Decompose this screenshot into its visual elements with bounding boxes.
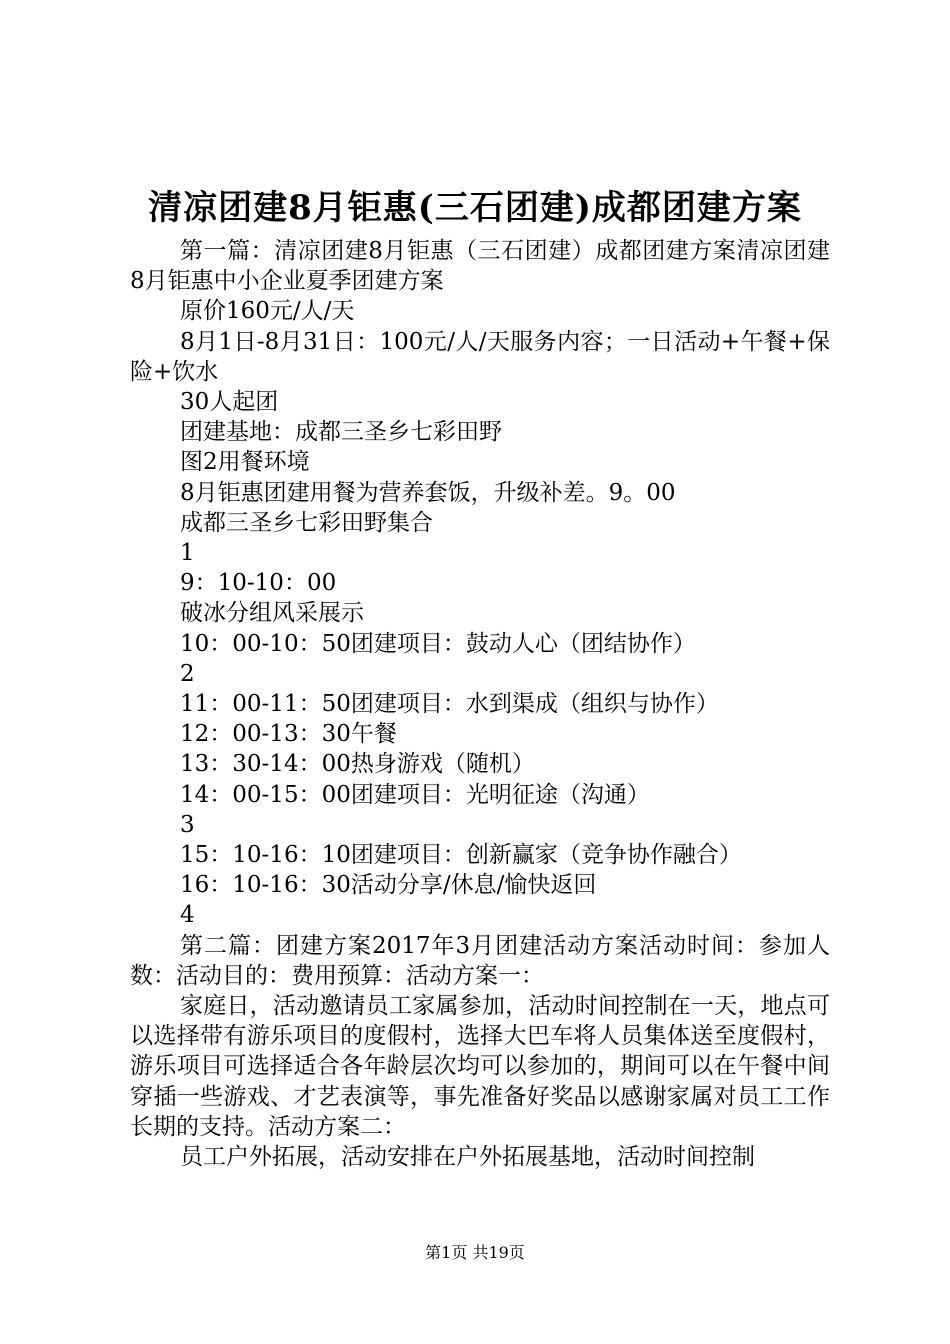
paragraph: 原价160元/人/天 xyxy=(180,298,355,325)
paragraph: 9：10-10：00 xyxy=(180,570,337,597)
paragraph: 8月钜惠团建用餐为营养套饭，升级补差。9。00 xyxy=(180,479,676,506)
paragraph: 破冰分组风采展示 xyxy=(180,600,364,627)
paragraph: 30人起团 xyxy=(180,389,279,416)
paragraph: 3 xyxy=(180,811,195,838)
paragraph: 1 xyxy=(180,540,195,567)
page-number-footer: 第1页 共19页 xyxy=(425,1243,525,1262)
paragraph: 员工户外拓展，活动安排在户外拓展基地，活动时间控制 xyxy=(180,1144,755,1171)
paragraph: 13：30-14：00热身游戏（随机） xyxy=(180,751,535,778)
paragraph: 10：00-10：50团建项目：鼓动人心（团结协作） xyxy=(180,630,696,657)
paragraph: 图2用餐环境 xyxy=(180,449,310,476)
paragraph: 第二篇：团建方案2017年3月团建活动方案活动时间：参加人数：活动目的：费用预算：活动方案一： xyxy=(130,932,830,989)
paragraph: 团建基地：成都三圣乡七彩田野 xyxy=(180,419,502,446)
paragraph: 成都三圣乡七彩田野集合 xyxy=(180,509,433,536)
paragraph: 2 xyxy=(180,660,195,687)
paragraph: 14：00-15：00团建项目：光明征途（沟通） xyxy=(180,781,650,808)
paragraph: 第一篇：清凉团建8月钜惠（三石团建）成都团建方案清凉团建8月钜惠中小企业夏季团建方案 xyxy=(130,238,830,295)
document-body xyxy=(130,236,830,1172)
document-title: 清凉团建8月钜惠(三石团建)成都团建方案 xyxy=(148,188,802,228)
paragraph: 12：00-13：30午餐 xyxy=(180,721,397,748)
paragraph: 11：00-11：50团建项目：水到渠成（组织与协作） xyxy=(180,691,719,718)
paragraph: 8月1日-8月31日：100元/人/天服务内容；一日活动+午餐+保险+饮水 xyxy=(130,328,830,385)
paragraph: 家庭日，活动邀请员工家属参加，活动时间控制在一天，地点可以选择带有游乐项目的度假村，选择大巴车将人员集体送至度假村，游乐项目可选择适合各年龄层次均可以参加的，期间可以在午餐中间穿插一些游戏、才艺表演等，事先准备好奖品以感谢家属对员工工作长期的支持。活动方案二： xyxy=(130,993,830,1140)
paragraph: 15：10-16：10团建项目：创新赢家（竞争协作融合） xyxy=(180,842,742,869)
paragraph: 4 xyxy=(180,902,195,929)
paragraph: 16：10-16：30活动分享/休息/愉快返回 xyxy=(180,872,597,899)
